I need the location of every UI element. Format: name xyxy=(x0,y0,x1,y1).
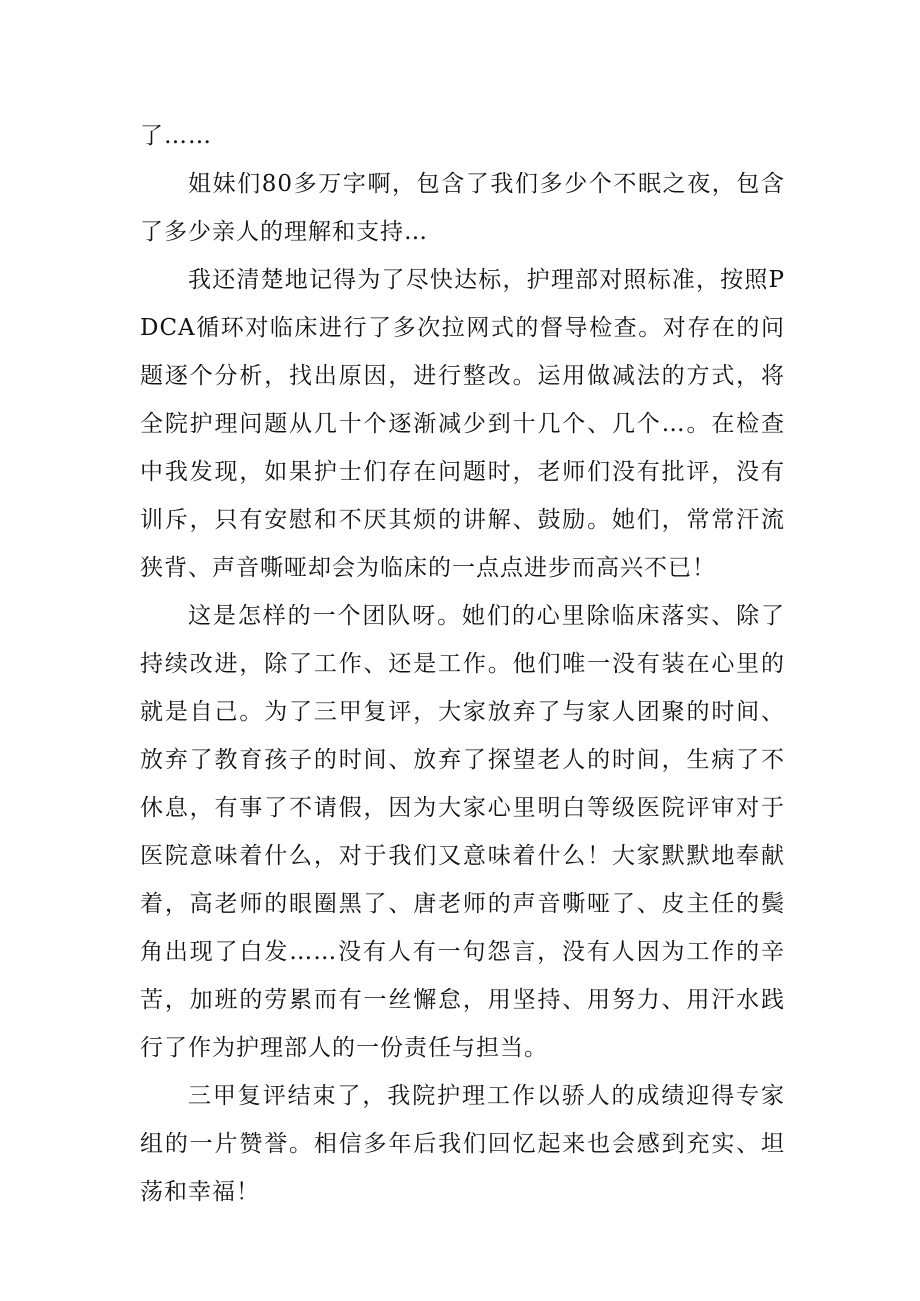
paragraph-2: 我还清楚地记得为了尽快达标，护理部对照标准，按照PDCA循环对临床进行了多次拉网式的督导检查。对存在的问题逐个分析，找出原因，进行整改。运用做减法的方式，将全院护理问题从几十个逐渐减少到十几个、几个…。在检查中我发现，如果护士们存在问题时，老师们没有批评，没有训斥，只有安慰和不厌其烦的讲解、鼓励。她们，常常汗流狭背、声音嘶哑却会为临床的一点点进步而高兴不已！ xyxy=(140,267,785,581)
paragraph-continuation: 了…… xyxy=(140,123,212,149)
paragraph-3: 这是怎样的一个团队呀。她们的心里除临床落实、除了持续改进，除了工作、还是工作。他们唯一没有装在心里的就是自己。为了三甲复评，大家放弃了与家人团聚的时间、放弃了教育孩子的时间、放弃了探望老人的时间，生病了不休息，有事了不请假，因为大家心里明白等级医院评审对于医院意味着什么，对于我们又意味着什么！大家默默地奉献着，高老师的眼圈黑了、唐老师的声音嘶哑了、皮主任的鬓角出现了白发……没有人有一句怨言，没有人因为工作的辛苦，加班的劳累而有一丝懈怠，用坚持、用努力、用汗水践行了作为护理部人的一份责任与担当。 xyxy=(140,603,785,1061)
paragraph-1: 姐妹们80多万字啊，包含了我们多少个不眠之夜，包含了多少亲人的理解和支持… xyxy=(140,171,785,245)
paragraph-4: 三甲复评结束了，我院护理工作以骄人的成绩迎得专家组的一片赞誉。相信多年后我们回忆起来也会感到充实、坦荡和幸福！ xyxy=(140,1083,785,1205)
document-page xyxy=(140,112,785,1216)
